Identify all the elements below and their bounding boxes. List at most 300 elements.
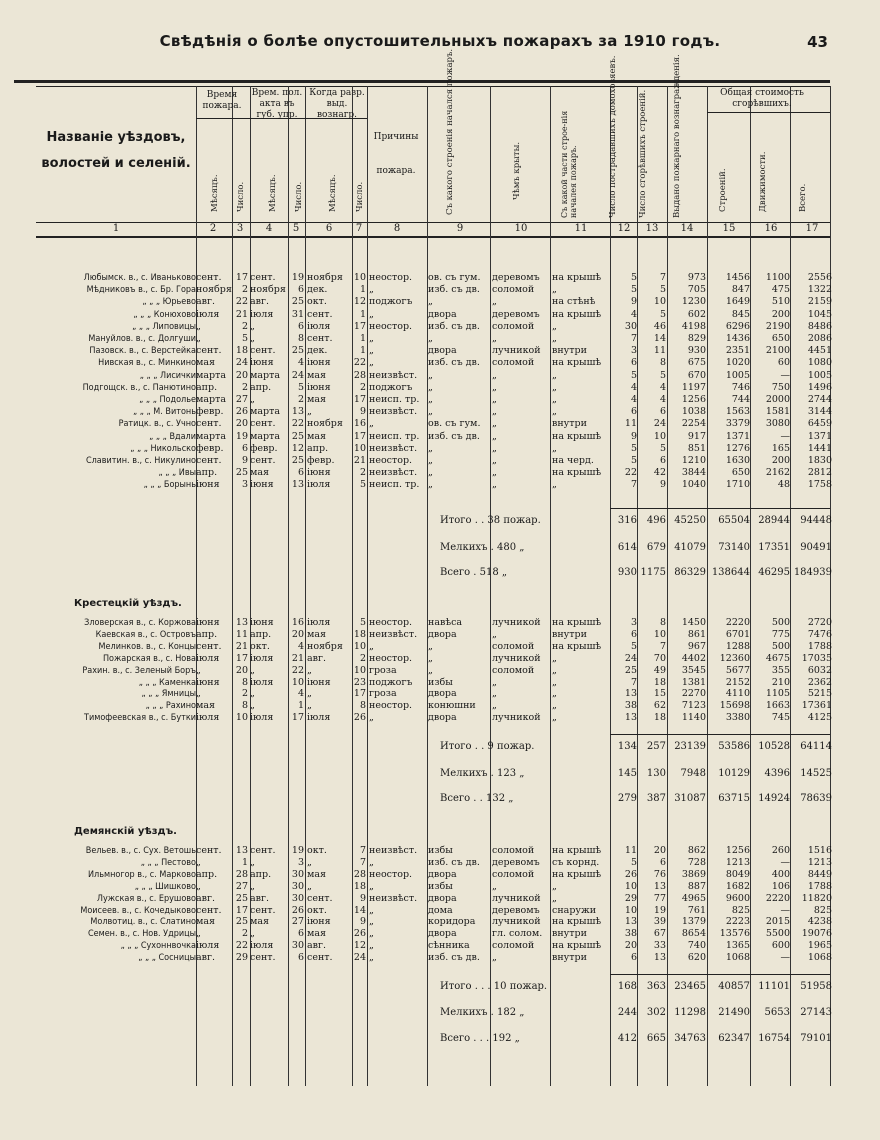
table-cell: 5 — [359, 479, 366, 491]
table-cell: 20 — [624, 940, 637, 952]
table-cell: „ — [552, 676, 557, 688]
table-cell: 25 — [291, 345, 304, 357]
table-cell: 5 — [630, 284, 637, 296]
table-cell: деревомъ — [492, 272, 540, 283]
table-cell: 13 — [235, 845, 248, 856]
table-cell: „ „ „ Ямницы — [141, 689, 196, 700]
table-cell: 210 — [771, 676, 790, 688]
header-roof: Чѣмъ крыты. — [512, 141, 522, 200]
table-cell: 5 — [241, 333, 248, 344]
table-cell: „ — [369, 856, 374, 868]
table-cell: „ — [492, 700, 497, 712]
table-cell: 2220 — [725, 617, 750, 628]
table-cell: 26 — [353, 712, 366, 724]
table-cell: 1788 — [807, 880, 832, 892]
table-cell: 4 — [659, 381, 666, 393]
table-cell: 1038 — [681, 406, 706, 418]
table-cell: навѣса — [428, 617, 463, 628]
table-cell: поджогъ — [369, 296, 413, 308]
table-cell: „ „ „ Юрьево — [142, 297, 196, 308]
table-cell: „ — [369, 345, 374, 357]
table-cell: „ — [492, 467, 497, 479]
table-cell: 6 — [241, 442, 248, 454]
table-cell: 1105 — [765, 688, 790, 700]
table-cell: „ — [428, 467, 433, 479]
table-cell: іюля — [196, 940, 220, 952]
table-cell: 728 — [687, 856, 706, 868]
totals-value: 64114 — [800, 741, 832, 752]
table-cell: 8 — [297, 333, 304, 344]
table-cell: дек. — [307, 345, 328, 357]
table-cell: „ — [492, 880, 497, 892]
table-cell: 2 — [359, 467, 366, 479]
table-cell: „ — [492, 688, 497, 700]
totals-value: 145 — [617, 768, 637, 779]
table-cell: на крышѣ — [552, 467, 602, 479]
table-cell: 1682 — [725, 880, 750, 892]
table-cell: 9 — [630, 430, 637, 442]
table-cell: неостор. — [369, 700, 413, 712]
table-cell: соломой — [492, 868, 535, 880]
table-cell: 200 — [771, 308, 790, 320]
table-cell: на крышѣ — [552, 272, 602, 283]
table-cell: 17 — [353, 320, 366, 332]
header-cost-mov: Движимости. — [758, 151, 768, 212]
table-cell: ноября — [196, 284, 232, 296]
table-cell: сент. — [307, 308, 333, 320]
table-cell: неостор. — [369, 455, 413, 466]
header-top-rule — [36, 86, 830, 87]
table-cell: 10 — [653, 430, 666, 442]
table-cell: лучникой — [492, 892, 541, 904]
table-cell: 17 — [235, 904, 248, 916]
totals-value: 257 — [646, 741, 666, 752]
table-cell: марта — [196, 430, 227, 442]
table-cell: 260 — [771, 845, 790, 856]
table-cell: 25 — [235, 467, 248, 479]
table-cell: 5 — [630, 272, 637, 283]
table-cell: 847 — [731, 284, 750, 296]
table-cell: 400 — [771, 868, 790, 880]
table-cell: 761 — [687, 904, 706, 916]
table-cell: авг. — [307, 652, 327, 664]
totals-value: 94448 — [800, 515, 832, 526]
table-cell: 10 — [353, 442, 366, 454]
table-cell: „ „ „ Борынь — [143, 480, 196, 491]
totals-label: Мелкихъ . 480 „ — [440, 542, 525, 553]
totals-value: 21490 — [718, 1007, 750, 1018]
table-cell: 22 — [353, 357, 366, 369]
totals-value: 14924 — [758, 793, 790, 804]
table-cell: 746 — [731, 381, 750, 393]
totals-row — [0, 767, 880, 781]
table-cell: 10 — [235, 712, 248, 724]
table-cell: 650 — [771, 333, 790, 344]
table-cell: 12 — [353, 296, 366, 308]
totals-value: 387 — [646, 793, 666, 804]
table-cell: 6701 — [725, 628, 750, 640]
table-cell: 775 — [771, 628, 790, 640]
table-cell: „ — [552, 892, 557, 904]
table-cell: „ — [492, 676, 497, 688]
table-row — [0, 641, 880, 653]
table-cell: конюшни — [428, 700, 476, 712]
table-cell: окт. — [307, 845, 327, 856]
table-cell: 25 — [624, 664, 637, 676]
table-cell: соломой — [492, 320, 535, 332]
table-cell: 24 — [624, 652, 637, 664]
table-cell: 1 — [359, 345, 366, 357]
table-cell: 2159 — [807, 296, 832, 308]
table-cell: 3 — [630, 345, 637, 357]
table-cell: на крышѣ — [552, 868, 602, 880]
table-cell: на крышѣ — [552, 430, 602, 442]
header-cost-total: Всего. — [798, 183, 808, 212]
totals-value: 5653 — [764, 1007, 790, 1018]
table-cell: гроза — [369, 688, 397, 700]
table-cell: на крышѣ — [552, 640, 602, 652]
table-cell: 9 — [359, 892, 366, 904]
column-number: 13 — [645, 223, 659, 234]
table-cell: 10 — [353, 272, 366, 283]
totals-label: Итого . . 9 пожар. — [440, 741, 535, 752]
table-cell: лучникой — [492, 345, 541, 357]
totals-value: 930 — [617, 567, 637, 578]
totals-value: 7948 — [680, 768, 706, 779]
table-cell: 17035 — [801, 652, 832, 664]
table-cell: „ — [369, 916, 374, 928]
table-cell: 60 — [777, 357, 790, 369]
table-cell: „ „ „ Подолье — [139, 395, 196, 405]
table-cell: 1758 — [807, 479, 832, 491]
table-cell: 1005 — [725, 369, 750, 381]
table-cell: апр. — [250, 628, 272, 640]
table-row — [0, 418, 880, 430]
table-cell: 1045 — [807, 308, 832, 320]
table-cell: 200 — [771, 455, 790, 466]
table-cell: неисп. тр. — [369, 430, 420, 442]
table-cell: апр. — [307, 442, 329, 454]
table-cell: 1496 — [807, 381, 832, 393]
table-cell: мая — [307, 430, 327, 442]
table-cell: мая — [196, 357, 216, 369]
table-cell: внутри — [552, 952, 587, 964]
table-cell: „ — [492, 369, 497, 381]
table-cell: ноября — [307, 640, 343, 652]
totals-row — [0, 1006, 880, 1020]
table-row — [0, 617, 880, 629]
table-cell: 1288 — [725, 640, 750, 652]
totals-value: 16754 — [758, 1033, 790, 1044]
table-cell: 10 — [353, 640, 366, 652]
totals-label: Мелкихъ . 182 „ — [440, 1007, 525, 1018]
table-cell: 11 — [235, 628, 248, 640]
totals-value: 53586 — [718, 741, 750, 752]
table-cell: соломой — [492, 940, 535, 952]
table-cell: 8 — [659, 357, 666, 369]
table-cell: „ „ „ Лисички — [139, 370, 196, 381]
table-cell: внутри — [552, 928, 587, 940]
subheader-rule — [196, 118, 250, 119]
table-cell: 12360 — [719, 652, 750, 664]
header-day-1: Число. — [236, 181, 246, 212]
table-cell: 1830 — [807, 455, 832, 466]
table-cell: 1213 — [807, 856, 832, 868]
table-cell: іюля — [250, 652, 274, 664]
table-cell: „ „ „ Ивы — [158, 468, 196, 479]
table-cell: 600 — [771, 940, 790, 952]
table-cell: „ — [369, 904, 374, 916]
table-cell: изб. съ дв. — [428, 284, 480, 296]
table-cell: на крышѣ — [552, 845, 602, 856]
table-cell: 9 — [241, 455, 248, 466]
table-cell: 29 — [624, 892, 637, 904]
table-cell: 7 — [630, 479, 637, 491]
table-cell: — — [780, 369, 790, 381]
table-cell: Мануйлов. в., с. Долгуши — [88, 334, 196, 344]
table-cell: 1 — [359, 284, 366, 296]
table-cell: 9 — [359, 406, 366, 418]
totals-rule — [610, 508, 830, 509]
table-cell: 1068 — [725, 952, 750, 964]
table-cell: соломой — [492, 284, 535, 296]
table-cell: неизвѣст. — [369, 628, 418, 640]
table-cell: неостор. — [369, 320, 413, 332]
table-cell: „ „ „ Рахино — [145, 701, 196, 712]
table-cell: апр. — [196, 467, 218, 479]
table-row — [0, 845, 880, 857]
table-cell: 5 — [630, 369, 637, 381]
table-cell: „ — [250, 928, 255, 940]
table-cell: іюня — [196, 617, 220, 628]
table-cell: 6 — [297, 928, 304, 940]
column-number: 15 — [722, 223, 736, 234]
table-cell: „ — [307, 880, 312, 892]
table-row — [0, 905, 880, 917]
table-cell: двора — [428, 928, 457, 940]
table-cell: 2086 — [807, 333, 832, 344]
table-cell: 1322 — [807, 284, 832, 296]
table-cell: 20 — [235, 664, 248, 676]
table-cell: 8 — [241, 700, 248, 712]
table-cell: 355 — [771, 664, 790, 676]
table-cell: 14 — [353, 904, 366, 916]
table-cell: іюля — [196, 712, 220, 724]
table-cell: 13 — [235, 617, 248, 628]
totals-value: 40857 — [718, 981, 750, 992]
table-cell: мая — [307, 628, 327, 640]
table-cell: 620 — [687, 952, 706, 964]
totals-value: 63715 — [718, 793, 750, 804]
table-cell: „ „ „ Сосницы — [138, 953, 196, 964]
table-cell: 18 — [653, 712, 666, 724]
table-cell: „ — [552, 664, 557, 676]
table-cell: ноября — [307, 272, 343, 283]
table-cell: іюля — [307, 479, 331, 491]
table-cell: „ — [428, 479, 433, 491]
table-cell: „ — [552, 394, 557, 405]
table-cell: марта — [250, 430, 281, 442]
table-cell: лучникой — [492, 712, 541, 724]
totals-value: 11101 — [758, 981, 790, 992]
table-cell: Любымск. в., с. Иваньково — [83, 273, 196, 283]
table-cell: Лужская в., с. Ерушово — [96, 893, 196, 904]
table-cell: „ — [428, 664, 433, 676]
table-cell: неостор. — [369, 868, 413, 880]
table-cell: 4 — [297, 688, 304, 700]
table-cell: „ — [250, 880, 255, 892]
table-cell: 77 — [653, 892, 666, 904]
table-cell: „ — [250, 664, 255, 676]
table-cell: 1 — [359, 333, 366, 344]
table-cell: „ — [552, 381, 557, 393]
table-cell: сент. — [250, 418, 276, 430]
column-number: 14 — [680, 223, 694, 234]
table-cell: сент. — [250, 345, 276, 357]
table-cell: Тимофеевская в., с. Бутки — [84, 713, 196, 724]
table-cell: 28 — [353, 868, 366, 880]
table-cell: „ — [428, 369, 433, 381]
table-cell: избы — [428, 880, 453, 892]
table-cell: 13576 — [719, 928, 750, 940]
table-cell: „ — [369, 284, 374, 296]
table-cell: сент. — [250, 272, 276, 283]
table-cell: іюня — [307, 916, 331, 928]
table-cell: 4965 — [681, 892, 706, 904]
table-cell: ов. съ гум. — [428, 418, 481, 430]
table-cell: поджогъ — [369, 381, 413, 393]
table-cell: 26 — [353, 928, 366, 940]
table-cell: „ — [492, 296, 497, 308]
totals-value: 65504 — [718, 515, 750, 526]
table-row — [0, 629, 880, 641]
table-cell: апр. — [196, 381, 218, 393]
column-number: 8 — [393, 223, 401, 234]
totals-value: 496 — [646, 515, 666, 526]
table-cell: „ — [250, 700, 255, 712]
table-cell: 4 — [630, 381, 637, 393]
table-row — [0, 431, 880, 443]
table-cell: 2 — [241, 381, 248, 393]
table-cell: іюля — [250, 308, 274, 320]
table-cell: изб. съ дв. — [428, 952, 480, 964]
table-cell: 20 — [235, 369, 248, 381]
column-number: 16 — [764, 223, 778, 234]
table-cell: на стѣнѣ — [552, 296, 596, 308]
table-cell: 1371 — [725, 430, 750, 442]
table-cell: „ — [369, 928, 374, 940]
table-cell: изб. съ дв. — [428, 856, 480, 868]
table-cell: апр. — [196, 628, 218, 640]
table-cell: 3545 — [681, 664, 706, 676]
table-cell: іюня — [250, 617, 274, 628]
table-cell: 8 — [359, 700, 366, 712]
totals-value: 168 — [617, 981, 637, 992]
totals-rule — [610, 974, 830, 975]
table-cell: сент. — [307, 333, 333, 344]
table-cell: 6 — [297, 467, 304, 479]
column-number: 4 — [265, 223, 273, 234]
table-cell: 7476 — [807, 628, 832, 640]
header-paid: Выдано пожарнаго вознагражденія. — [672, 54, 682, 218]
table-cell: „ „ „ Липовицы — [132, 321, 196, 332]
totals-value: 10129 — [718, 768, 750, 779]
table-cell: сент. — [307, 892, 333, 904]
header-day-3: Число. — [355, 181, 365, 212]
table-cell: „ „ „ М. Витонь — [133, 407, 196, 418]
table-cell: Молвотиц. в., с. Слатино — [90, 917, 196, 928]
table-cell: 2000 — [765, 394, 790, 405]
table-cell: 4451 — [807, 345, 832, 357]
table-cell: 10 — [624, 880, 637, 892]
table-cell: 5 — [297, 381, 304, 393]
table-cell: мая — [250, 916, 270, 928]
table-cell: 13 — [291, 406, 304, 418]
table-cell: „ — [552, 406, 557, 418]
table-cell: Каевская в., с. Островъ — [95, 629, 196, 640]
table-cell: 1710 — [725, 479, 750, 491]
totals-value: 134 — [617, 741, 637, 752]
table-cell: 19076 — [801, 928, 832, 940]
table-cell: 38 — [624, 928, 637, 940]
table-cell: „ — [428, 640, 433, 652]
table-cell: „ „ „ Сухоннвочка — [120, 941, 196, 952]
table-cell: 2812 — [807, 467, 832, 479]
table-cell: гл. солом. — [492, 928, 543, 940]
table-cell: 829 — [687, 333, 706, 344]
totals-value: 46295 — [758, 567, 790, 578]
table-cell: 825 — [813, 904, 832, 916]
totals-value: 31087 — [674, 793, 706, 804]
table-cell: іюня — [307, 676, 331, 688]
table-cell: іюля — [250, 712, 274, 724]
table-cell: ноября — [307, 418, 343, 430]
column-number: 6 — [325, 223, 333, 234]
table-cell: февр. — [250, 442, 278, 454]
table-cell: „ — [307, 664, 312, 676]
table-cell: 2556 — [807, 272, 832, 283]
table-cell: Ратицк. в., с. Учно — [118, 419, 196, 430]
table-cell: 5 — [659, 369, 666, 381]
table-cell: 17 — [235, 272, 248, 283]
table-cell: неизвѣст. — [369, 442, 418, 454]
table-cell: 2351 — [725, 345, 750, 357]
top-rule — [14, 80, 830, 83]
table-row — [0, 479, 880, 491]
table-cell: двора — [428, 345, 457, 357]
table-cell: 9 — [359, 916, 366, 928]
table-row — [0, 296, 880, 308]
table-cell: Семен. в., с. Нов. Удрицы — [87, 929, 196, 940]
table-cell: соломой — [492, 357, 535, 369]
table-cell: на крышѣ — [552, 357, 602, 369]
table-cell: 6 — [630, 357, 637, 369]
table-cell: „ — [196, 856, 201, 868]
table-cell: сент. — [250, 845, 276, 856]
table-cell: „ — [250, 320, 255, 332]
table-cell: мая — [307, 369, 327, 381]
table-cell: 2 — [297, 394, 304, 405]
table-row — [0, 357, 880, 369]
table-cell: на крышѣ — [552, 617, 602, 628]
totals-value: 27143 — [800, 1007, 832, 1018]
table-cell: 1516 — [807, 845, 832, 856]
totals-row — [0, 1032, 880, 1046]
table-row — [0, 370, 880, 382]
table-cell: „ — [307, 688, 312, 700]
table-cell: 744 — [731, 394, 750, 405]
totals-value: 41079 — [674, 542, 706, 553]
